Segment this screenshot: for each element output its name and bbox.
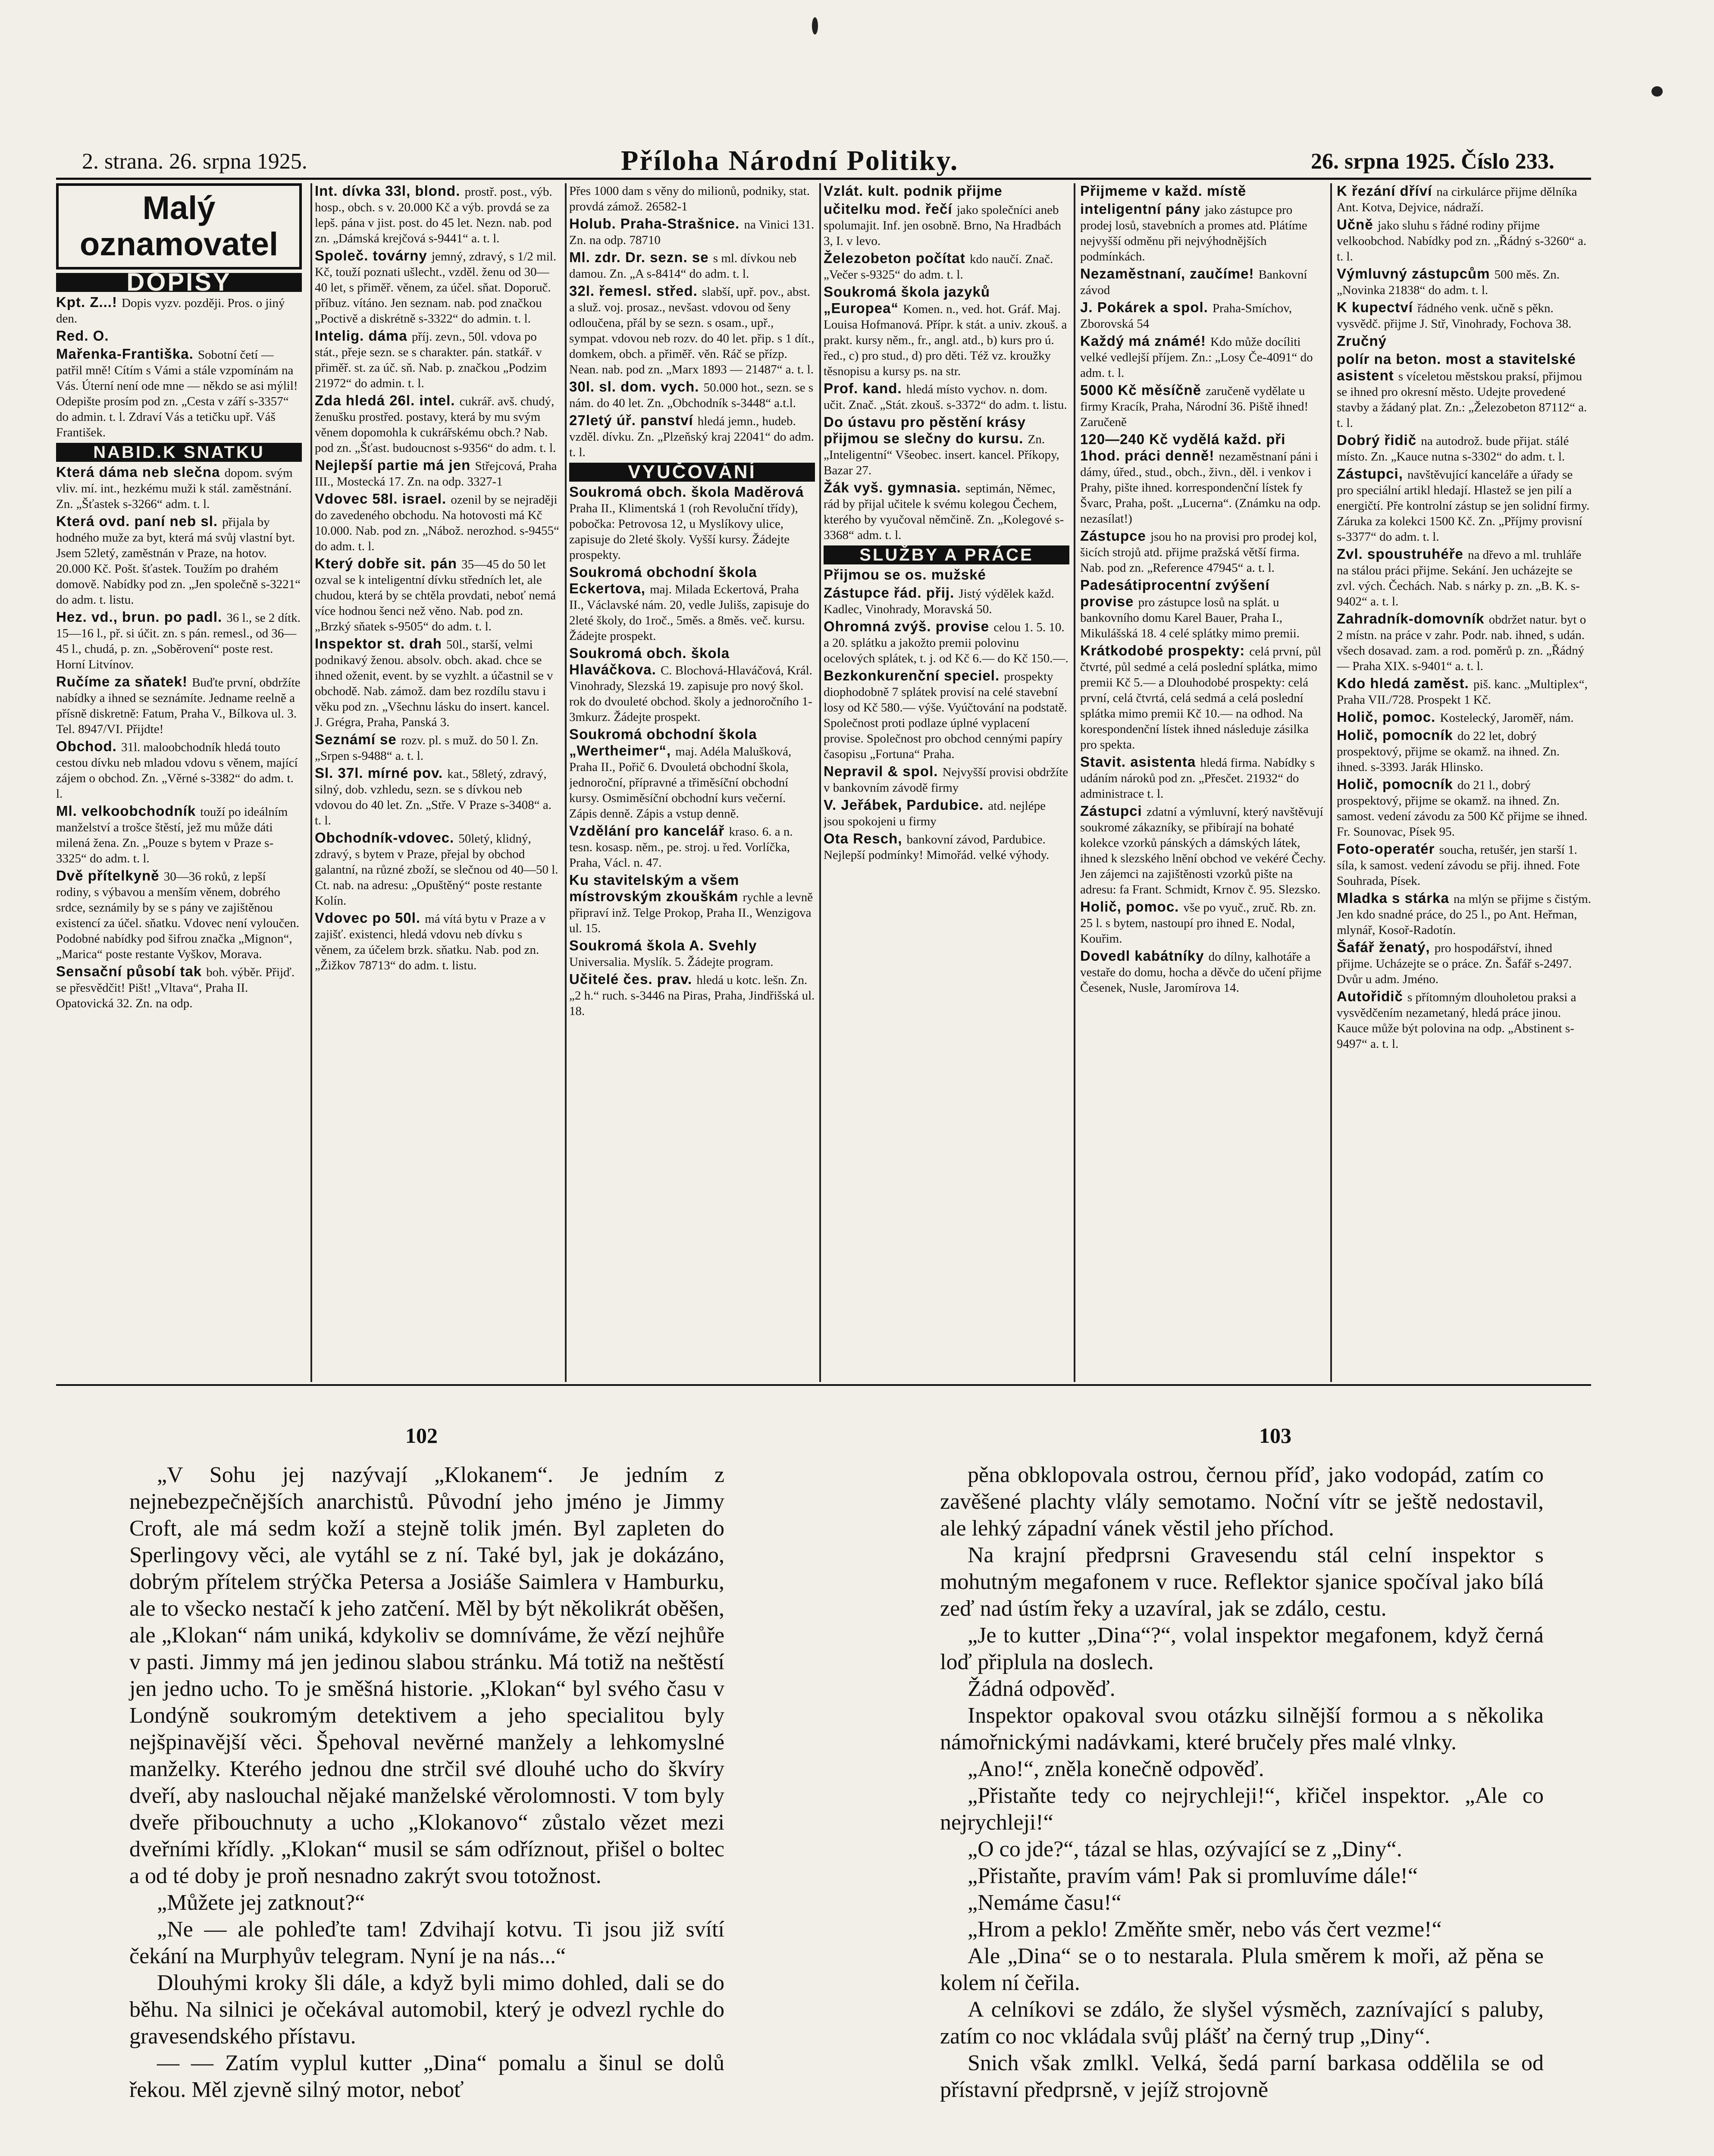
classified-ad [1080, 382, 1326, 430]
ads-column-5 [1080, 183, 1326, 1382]
ad-body: hledá u kotc. lešn. Zn. „2 h.“ ruch. s-3446 na Piras, Praha, Jindřišská ul. 18. [569, 973, 815, 1018]
ad-headline: Soukromá obchodní škola „Wertheimer“, [569, 726, 757, 758]
classified-ad [56, 328, 302, 345]
classified-ad [824, 381, 1069, 413]
ad-body: Kdo může docíliti velké vedlejší příjem. Zn.: „Losy Če-4091“ do adm. t. l. [1080, 335, 1313, 380]
classified-ad [1080, 803, 1326, 897]
ad-body: příj. zevn., 50l. vdova po stát., přeje sezn. se s charakter. pán. statkář. v přiměř. st. za úč. sň. Nab. p. značkou „Podzim 21972“ do admin. t. l. [315, 330, 547, 390]
ad-body: 50letý, klidný, zdravý, s bytem v Praze, přejal by obchod galantní, na různé zboží, se slečnou od 40—50 l. Ct. nab. na adresu: „Opuštěný“ poste restante Kolín. [315, 832, 558, 908]
ad-headline: inteligentní pány [1080, 201, 1205, 217]
story-column-left [129, 1462, 724, 2103]
classified-ad [1080, 183, 1326, 200]
ad-headline: 120—240 Kč vydělá každ. při 1hod. práci denně! [1080, 431, 1286, 464]
ad-body: dopom. svým vliv. mí. int., hezkému muži k stál. zaměstnání. Zn. „Šťastek s-3266“ adm. t. l. [56, 466, 293, 511]
ad-headline: 32l. řemesl. střed. [569, 283, 702, 299]
ad-body: jako zástupce pro prodej losů, stavebních a promes atd. Plátíme nejvyšší odměnu při nejvýhodnějších podmínkách. [1080, 203, 1307, 263]
story-text [940, 1462, 1544, 2103]
ad-headline: Dovedl kabátníky [1080, 948, 1209, 964]
ad-body: Bankovní závod [1080, 268, 1307, 297]
ads-list [569, 183, 815, 460]
classified-ad [315, 765, 561, 828]
story-paragraph: Dlouhými kroky šli dále, a když byli mimo dohled, dali se do běhu. Na silnici je očekával automobil, který je odvezl rychle do gravesendského přístavu. [129, 1971, 724, 2049]
ad-headline: Zástupce řád. přij. [824, 585, 959, 601]
ad-headline: Soukromá škola jazyků „Europea“ [824, 284, 990, 316]
ad-headline: polír na beton. most a stavitelské asistent [1337, 351, 1576, 383]
story-paragraph: pěna obklopovala ostrou, černou příď, jako vodopád, zatím co zavěšené plachty vlály semotamo. Noční vítr se ještě nedostavil, ale lehký západní vánek věstil jeho příchod. [940, 1463, 1544, 1541]
ad-body: do 22 let, dobrý prospektový, přijme se okamž. na ihned. Zn. ihned. s-3393. Jarák Hlinsko. [1337, 729, 1560, 774]
classified-ad [315, 458, 561, 489]
header-center: Příloha Národní Politiky. [621, 145, 959, 176]
ad-headline: Dobrý řidič [1337, 432, 1421, 448]
ad-headline: Stavit. asistenta [1080, 754, 1200, 770]
classified-ad [569, 183, 815, 214]
classified-ad [824, 480, 1069, 543]
classified-ad [56, 739, 302, 802]
story-paragraph: Inspektor opakoval svou otázku silnější formou a s několika námořnickými nadávkami, které bručely přes malé vlnky. [940, 1703, 1544, 1755]
story-column-right [940, 1462, 1544, 2103]
page-number-right: 103 [1259, 1423, 1291, 1448]
ad-headline: Který dobře sit. pán [315, 555, 462, 571]
ad-headline: Soukromá obchodní škola Eckertova, [569, 564, 757, 596]
scan-speck [812, 17, 818, 34]
ad-body: hledá firma. Nabídky s udáním nároků pod zn. „Přesčet. 21932“ do administrace t. l. [1080, 756, 1315, 801]
classified-ad [569, 216, 815, 248]
ad-body: 35—45 do 50 let ozval se k inteligentní dívku středních let, ale chudou, která by se chtěla provdati, neboť nemá více hodnou šenci než věno. Nab. pod zn. „Brzký sňatek s-9505“ do adm. t. l. [315, 558, 556, 633]
ad-body: na Vinici 131. Zn. na odp. 78710 [569, 218, 815, 247]
ad-headline: Dvě přítelkyně [56, 868, 164, 884]
ad-headline: Výmluvný zástupcům [1337, 266, 1495, 282]
ad-body: boh. výběr. Přijď. se přesvědčit! Pišt! „Vltava“, Praha II. Opatovická 32. Zn. na odp. [56, 965, 295, 1010]
ad-body: na autodrož. bude přijat. stálé místo. Zn. „Kauce nutna s-3302“ do adm. t. l. [1337, 434, 1569, 464]
ad-body: Jistý výdělek každ. Kadlec, Vinohrady, Moravská 50. [824, 587, 1054, 616]
ad-body: rozv. pl. s muž. do 50 l. Zn. „Srpen s-9488“ a. t. l. [315, 733, 539, 763]
classified-ad [1337, 777, 1591, 840]
classified-ad [1080, 333, 1326, 381]
classified-ad [1337, 266, 1591, 298]
ad-headline: Zástupci [1080, 803, 1147, 819]
ad-body: obdržet natur. byt o 2 místn. na práce v zahr. Podr. nab. ihned, s udán. všech dosavad. zam. a rod. poměrů p. zn. „Řádný — Praha XIX. s-9401“ a. t. l. [1337, 613, 1586, 673]
classified-ad [315, 636, 561, 730]
ad-headline: Vzdělání pro kancelář [569, 823, 729, 839]
ad-headline: Společ. továrny [315, 248, 432, 263]
ad-headline: Holič, pomoc. [1080, 899, 1184, 915]
classified-ad [56, 609, 302, 672]
ad-body: Zn. „Inteligentní“ Všeobec. insert. kancel. Příkopy, Bazar 27. [824, 432, 1059, 477]
ad-body: s přítomným dlouholetou praksi a vysvědčením nezametaný, hledá práce jinou. Kauce může být polovina na odp. „Abstinent s-9497“ a. t. l. [1337, 990, 1576, 1051]
ad-headline: Ručíme za sňatek! [56, 674, 192, 689]
ad-headline: Vzlát. kult. podnik přijme [824, 183, 1003, 199]
ad-headline: Učitelé čes. prav. [569, 971, 697, 987]
classified-ad [1337, 841, 1591, 889]
ad-headline: Učně [1337, 216, 1378, 232]
ad-body: Universalia. Myslík. 5. Žádejte program. [569, 955, 774, 969]
ad-headline: Mladka s stárka [1337, 890, 1454, 906]
story-paragraph: „Ne — ale pohleďte tam! Zdvihají kotvu. Ti jsou již svítí čekání na Murphyův telegram. Nyní je na nás...“ [129, 1917, 724, 1968]
ad-body: kat., 58letý, zdravý, silný, dob. vzhledu, sezn. se s dívkou neb vdovou do 40 let. Zn. „Stře. V Praze s-3408“ a. t. l. [315, 767, 552, 827]
ad-headline: Krátkodobé prospekty: [1080, 642, 1250, 658]
ad-headline: Šafář ženatý, [1337, 939, 1435, 955]
classified-ad [315, 830, 561, 909]
ad-headline: Nejlepší partie má jen [315, 457, 475, 473]
ad-headline: Holič, pomoc. [1337, 709, 1440, 725]
ad-body: ozenil by se nejraději do zavedeného obchodu. Na hotovosti má Kč 10.000. Nab. pod zn. „Nábož. nerozhod. s-9455“ do adm. t. l. [315, 493, 559, 553]
ad-headline: Autořidič [1337, 988, 1407, 1004]
ads-list [1337, 183, 1591, 1052]
ads-list [56, 295, 302, 440]
ad-headline: Kdo hledá zaměst. [1337, 675, 1473, 691]
classified-ad [1080, 528, 1326, 576]
ad-body: maj. Milada Eckertová, Praha II., Václavské nám. 20, vedle Julišs, zapisuje do 2leté školy, do 1roč., 5měs. a 8měs. več. kursu. Žádejte prospekt. [569, 583, 809, 643]
ads-list [569, 484, 815, 1019]
classified-ad [824, 619, 1069, 666]
ad-headline: Kpt. Z...! [56, 294, 122, 310]
ad-headline: Železobeton počítat [824, 250, 970, 266]
classified-ad [56, 964, 302, 1011]
ad-headline: Hez. vd., brun. po padl. [56, 609, 227, 625]
classified-ad [1337, 546, 1591, 609]
ad-body: přijala by hodného muže za byt, která má svůj vlastní byt. Jsem 52letý, zaměstnán v Praze, na hotov. 20.000 Kč. Pošt. šťastek. Toužím po drahém domově. Nabídky pod zn. „Jen společně s-3221“ do adm. t. listu. [56, 515, 301, 607]
ad-headline: Zvl. spoustruhéře [1337, 546, 1468, 562]
ad-headline: Soukromá obch. škola Hlaváčkova. [569, 645, 730, 677]
classified-ad [824, 251, 1069, 282]
ad-headline: Prof. kand. [824, 380, 906, 396]
story-paragraph: Na krajní předprsni Gravesendu stál celní inspektor s mohutným megafonem v ruce. Reflektor sjanice spočíval jako bílá zeď nad ústím řeky a uzavíral, jak se zdálo, cestu. [940, 1543, 1544, 1621]
ad-body: Dopis vyzv. později. Pros. o jiný den. [56, 296, 285, 326]
masthead-line-2: oznamovatel [79, 226, 279, 263]
classified-masthead [56, 183, 302, 270]
ad-body: pro zástupce losů na splát. u bankovního domu Karel Bauer, Praha I., Mikulášská 18. 4 celé splátky mimo premii. [1080, 595, 1300, 640]
scan-speck [1651, 86, 1663, 97]
ad-headline: Ml. velkoobchodník [56, 803, 201, 819]
ad-body: slabší, upř. pov., abst. a služ. voj. prosaz., nevšast. vdovou od šeny odloučena, přál by se sezn. s osam., upř., sympat. vdovou neb rozv. do 40 let. přip. s 1 dít., domkem, obch. a přiměř. věn. Ráč se přízp. Nean. nab. pod zn. „Marx 1893 — 21487“ a. t. l. [569, 285, 815, 376]
classified-ad [1080, 948, 1326, 996]
classified-ad [1080, 754, 1326, 802]
classified-ad [1337, 333, 1591, 350]
ad-headline: 30l. sl. dom. vych. [569, 379, 704, 395]
ads-column-2 [315, 183, 561, 1382]
classified-ad [1337, 466, 1591, 545]
classified-ad [824, 668, 1069, 762]
ad-body: jako společníci aneb spolumajit. Inf. jen osobně. Brno, Na Hradbách 3, I. v levo. [824, 203, 1061, 248]
ad-body: Praha II., Klimentská 1 (roh Revoluční třídy), pobočka: Petrovosa 12, u Myslíkovy ulice, zapisuje do 2leté školy. Vyšší kursy. Žádejte prospekty. [569, 501, 798, 562]
classified-ad [315, 732, 561, 764]
ad-headline: Zástupci, [1337, 466, 1408, 482]
ad-headline: učitelku mod. řečí [824, 201, 957, 217]
classified-ad [824, 284, 1069, 379]
classified-ad [1080, 643, 1326, 752]
ad-body: do dílny, kalhotáře a vestaře do domu, hocha a děvče do učení přijme Česenek, Nusle, Jaromírova 14. [1080, 950, 1322, 995]
ad-headline: Zručný [1337, 333, 1387, 349]
classified-ad [569, 971, 815, 1019]
ad-body: 30—36 roků, z lepší rodiny, s výbavou a menším věnem, dobrého srdce, seznámily by se s pány ve zajištěnou existencí za účel. sňatku. Vdovec není vyloučen. Podobné nabídky pod šifrou značka „Mignon“, „Marica“ poste restante Vyškov, Morava. [56, 870, 299, 961]
header-rule [56, 178, 1591, 180]
ad-body: Kostelecký, Jaroměř, nám. [1440, 711, 1574, 725]
ad-headline: Zda hledá 26l. intel. [315, 392, 460, 408]
ad-headline: Bezkonkurenční speciel. [824, 667, 1004, 683]
classified-ad [824, 585, 1069, 617]
section-heading-nabidky: NABID.K SNATKU [56, 443, 302, 462]
classified-ad [1337, 989, 1591, 1052]
classified-ad [315, 491, 561, 554]
ad-body: prospekty diophodobně 7 splátek provisí na celé stavební losy od Kč 580.— výše. Vyúčtování na podstatě. Společnost proti podlaze úplné vyplacení provise. Společnost pro obchod cennými papíry časopisu „Fortuna“ Praha. [824, 670, 1067, 761]
classified-ad [1080, 201, 1326, 264]
page-number-left: 102 [405, 1423, 438, 1448]
ad-headline: Zahradník-domovník [1337, 611, 1489, 627]
classified-ad [1337, 709, 1591, 726]
story-paragraph: „Je to kutter „Dina“?“, volal inspektor megafonem, když černá loď připlula na doslech. [940, 1623, 1544, 1674]
ad-body: zaručeně vydělate u firmy Kracík, Praha, Národní 36. Piště ihned! Zaručeně [1080, 384, 1309, 429]
ad-body: piš. kanc. „Multiplex“, Praha VII./728. Prospekt 1 Kč. [1337, 677, 1588, 707]
classified-ad [56, 295, 302, 326]
classified-ad [1337, 217, 1591, 264]
ad-headline: Red. O. [56, 328, 109, 344]
ad-headline: Která dáma neb slečna [56, 464, 225, 480]
ad-body: jako sluhu s řádné rodiny přijme velkoobchod. Nabídky pod zn. „Řádný s-3260“ a. t. l. [1337, 219, 1587, 263]
classified-ad [315, 910, 561, 973]
ad-body: 31l. maloobchodník hledá touto cestou dívku neb mladou vdovu s věnem, mající zájem o obchod. Zn. „Věrné s-3382“ do adm. t. l. [56, 740, 298, 801]
ad-body: atd. nejlépe jsou spokojeni u firmy [824, 799, 1046, 828]
ad-headline: 5000 Kč měsíčně [1080, 382, 1206, 398]
ad-body: touží po ideálním manželství a trošce štěstí, jež mu může dáti milená žena. Zn. „Pouze s bytem v Praze s-3325“ do adm. t. l. [56, 805, 288, 865]
classified-ad [56, 868, 302, 962]
ad-body: zdatní a výmluvní, který navštěvují soukromé zákazníky, se přibírají na bohaté kolekce vzorků pánských a dámských látek, ihned k slezského lnění obchod ve vekéré Čechy. Jen zájemci na zajištěnosti vzorků pište na adresu: fa Frant. Schmidt, Krnov č. 95. Slezsko. [1080, 805, 1326, 896]
ad-body: jsou ho na provisi pro prodej kol, šicích strojů atd. přijme pražská větší firma. Nab. pod zn. „Reference 47945“ a. t. l. [1080, 530, 1317, 575]
header-right: 26. srpna 1925. Číslo 233. [1311, 149, 1554, 174]
classified-ad [569, 413, 815, 460]
ad-body: s víceletou městskou praksí, přijmou se ihned pro okresní město. Udejte provedené stavby a žádaný plat. Zn.: „Železobeton 87112“ a. t. l. [1337, 370, 1587, 430]
ad-headline: Nepravil & spol. [824, 763, 943, 779]
ad-body: celou 1. 5. 10. a 20. splátku a jakožto premii polovinu ocelových splátek, t. j. od Kč 6.— do Kč 150.—. [824, 620, 1069, 665]
ad-body: Střejcová, Praha III., Mostecká 17. Zn. na odp. 3327-1 [315, 459, 557, 489]
classified-ad [569, 379, 815, 411]
ads-list [315, 183, 561, 973]
classified-ad [569, 564, 815, 644]
ad-headline: Žák vyš. gymnasia. [824, 479, 966, 495]
classified-ad [56, 464, 302, 512]
ad-body: má vítá bytu v Praze a v zajišť. existenci, hledá vdovu neb dívku s věnem, za účelem brzk. sňatku. Nab. pod zn. „Žižkov 78713“ do adm. t. listu. [315, 912, 546, 972]
masthead-line-1: Malý [142, 190, 216, 226]
section-heading-dopisy: DOPISY [56, 273, 302, 292]
ads-column-1 [56, 183, 302, 1382]
classified-ad [824, 567, 1069, 583]
classified-ad [824, 797, 1069, 829]
classified-ad [824, 183, 1069, 200]
classified-ad [315, 393, 561, 456]
classified-ad [569, 646, 815, 725]
classified-ad [56, 346, 302, 440]
ad-body: 50l., starší, velmi podnikavý ženou. absolv. obch. akad. chce se ihned oženit, event. by se vyzhlt. a účastnil se v obchodě. Nab. zámož. dam bez rozdílu stavu i věku pod zn. „Všechnu lásku do insert. kancel. J. Grégra, Praha, Panská 3. [315, 638, 553, 729]
ad-body: na mlýn se přijme s čistým. Jen kdo snadné práce, do 25 l., po Ant. Heřman, mlynář, Kosoř-Radotín. [1337, 892, 1591, 937]
ad-body: nezaměstnaní páni i dámy, úřed., stud., obch., živn., děl. i venkov i Prahy, pište ihned. korrespondenční lístek fy Švarc, Praha, pošt. „Lucerna“. (Známku na odp. nezasílat!) [1080, 450, 1321, 526]
ad-headline: Každý má známé! [1080, 333, 1211, 349]
classified-ad [1337, 432, 1591, 464]
classified-ad [315, 328, 561, 391]
story-text [129, 1462, 724, 2103]
ad-headline: Vdovec po 50l. [315, 910, 425, 926]
section-heading-vyucovani: VYUČOVÁNÍ [569, 463, 815, 482]
ad-body: bankovní závod, Pardubice. Nejlepší podmínky! Mimořád. velké výhody. [824, 833, 1050, 862]
ad-headline: Soukromá škola A. Svehly [569, 937, 757, 953]
ad-body: Přes 1000 dam s věny do milionů, podniky, stat. provdá zámož. 26582-1 [569, 184, 810, 213]
ad-body: Buďte první, obdržíte nabídky a ihned se seznámíte. Jedname reelně a přísně diskretně: Fatum, Praha V., Bílkova ul. 3. Tel. 8947/VI. Přijdte! [56, 676, 301, 736]
classified-ad [1337, 351, 1591, 431]
ad-headline: Zástupce [1080, 528, 1151, 544]
ad-headline: Do ústavu pro pěstění krásy přijmou se slečny do kursu. [824, 414, 1028, 446]
ad-body: hledá jemn., hudeb. vzděl. dívku. Zn. „Plzeňský kraj 22041“ do adm. t. l. [569, 414, 814, 459]
ad-headline: Inspektor st. drah [315, 636, 447, 652]
ads-column-3 [569, 183, 815, 1382]
classified-ad [56, 674, 302, 737]
story-paragraph: — — Zatím vyplul kutter „Dina“ pomalu a šinul se dolů řekou. Měl zjevně silný motor, neboť [129, 2051, 724, 2102]
classified-ad [1337, 611, 1591, 674]
ad-body: jemný, zdravý, s 1/2 mil. Kč, touží poznati ušlecht., vzděl. ženu od 30—40 let, s přiměř. věnem, za účel. sňat. Doporuč. příbuz. vítáno. Jen seznam. nab. pod značkou „Poctivě a diskrétně s-3322“ do admin. t. l. [315, 250, 557, 326]
ad-headline: K řezání dříví [1337, 183, 1437, 199]
ad-body: Komen. n., ved. hot. Gráf. Maj. Louisa Hofmanová. Přípr. k stát. a univ. zkouš. a prakt. kursy něm., fr., angl. atd., b) kurs pro ú. řed., c) pro stud., d) pro děti. Též vz. kroužky těsnopisu a kursy ps. na str. [824, 302, 1067, 378]
story-paragraph: „V Sohu jej nazývají „Klokanem“. Je jedním z nejnebezpečnějších anarchistů. Původní jeho jméno je Jimmy Croft, ale má sedm koží a stejně tolik jmén. Byl zapleten do Sperlingovy věci, ale vytáhl se z ní. Také byl, jak je dokázáno, dobrým přítelem strýčka Petersa a Josiáše Saimlera v Hamburku, ale to všecko nestačí k jeho zatčení. Měl by být několikrát oběšen, ale „Klokan“ nám uniká, kdykoliv se domníváme, že vězí nejhůře v pasti. Jimmy má jen jedinou slabou stránku. Má totiž na neštěstí jen jedno ucho. To je směšná historie. „Klokan“ byl svého času v Londýně soukromým detektivem a jeho specialitou byly nejšpinavější věci. Špehoval nevěrné manžely a lehkomyslné manželky. Kterého jednou dne strčil své dlouhé ucho do škvíry dveří, aby naslouchal nějaké manželské věrolomnosti. V tom byly dveře přibouchnuty a ucho „Klokanovo“ zůstalo vězet mezi dveřními křídly. „Klokan“ musil se sám odříznout, přišel o boltec a od té doby je proň nesnadno zakrýt svou totožnost. [129, 1463, 724, 1888]
classified-ad [824, 831, 1069, 863]
ad-headline: Foto-operatér [1337, 841, 1439, 857]
ads-bottom-rule [56, 1384, 1591, 1386]
ad-headline: Holič, pomocník [1337, 776, 1458, 792]
story-paragraph: „Přistaňte tedy co nejrychleji!“, křičel inspektor. „Ale co nejrychleji!“ [940, 1783, 1544, 1835]
ad-body: do 21 l., dobrý prospektový, přijme se okamž. na ihned. Zn. samost. vedení závodu za 500 Kč přijme se ihned. Fr. Sounovac, Písek 95. [1337, 778, 1588, 839]
story-paragraph: Snich však zmlkl. Velká, šedá parní barkasa oddělila se od přístavní předprsně, v jejíž strojovně [940, 2051, 1544, 2102]
ad-headline: Obchod. [56, 738, 121, 754]
classified-ad [56, 514, 302, 608]
ad-headline: J. Pokárek a spol. [1080, 299, 1213, 315]
ad-body: Praha-Smíchov, Zborovská 54 [1080, 301, 1292, 331]
ad-body: rychle a levně připraví inž. Telge Prokop, Praha II., Wenzigova ul. 15. [569, 890, 813, 935]
ad-body: hledá místo vychov. n. dom. učit. Znač. „Stát. zkouš. s-3372“ do adm. t. listu. [824, 382, 1067, 412]
classified-ad [315, 248, 561, 326]
classified-ad [56, 803, 302, 866]
ad-body: s ml. dívkou neb damou. Zn. „A s-8414“ do adm. t. l. [569, 251, 797, 281]
story-paragraph: „Hrom a peklo! Změňte směr, nebo vás čert vezme!“ [968, 1917, 1442, 1942]
header-left: 2. strana. 26. srpna 1925. [82, 149, 307, 174]
ad-body: navštěvující kanceláře a úřady se pro speciální artikl hledají. Hlastež se jen pilí a energičtí. Pře kontrolní zástup se jen solidní firmy. Záruka za kolekci 1500 Kč. Zn. „Příjmy provisní s-3377“ do adm. t. l. [1337, 468, 1590, 544]
ad-headline: Která ovd. paní neb sl. [56, 513, 222, 529]
ad-headline: Přijmeme v každ. místě [1080, 183, 1247, 199]
classified-ad [1337, 940, 1591, 987]
ad-headline: Sl. 37l. mírné pov. [315, 765, 448, 781]
ad-headline: Ml. zdr. Dr. sezn. se [569, 249, 713, 265]
ad-body: septimán, Němec, rád by přijal učitele k svému kolegou Čechem, kterého by vyučoval němčině. Zn. „Kolegové s-3368“ adm. t. l. [824, 482, 1064, 542]
ad-headline: Ohromná zvýš. provise [824, 618, 994, 634]
ad-body: řádného venk. učně s pěkn. vysvědč. přijme J. Stř, Vinohrady, Fochova 38. [1337, 301, 1572, 331]
classified-ad [569, 250, 815, 282]
classified-ad [1337, 676, 1591, 708]
ad-headline: Holub. Praha-Strašnice. [569, 216, 744, 232]
ads-list [824, 183, 1069, 543]
ad-body: celá první, půl čtvrté, půl sedmé a celá poslední splátka, mimo premii Kč 5.— a Dlouhodobé prospekty: celá první, celá čtvrtá, celá sedmá a celá poslední splátka mimo premii Kč 10.— na odhod. Na korespondenční lístek ihned následuje zásilka pro spekta. [1080, 645, 1322, 752]
classified-ad [1080, 577, 1326, 641]
ad-body: Nejvyšší provisi obdržíte v bankovním závodě firmy [824, 765, 1069, 795]
ad-body: kdo naučí. Znač. „Večer s-9325“ do adm. t. l. [824, 252, 1053, 282]
classified-ad [569, 872, 815, 936]
ad-body: na dřevo a ml. truhláře na stálou práci přijme. Sekání. Jen ucházejte se zvl. vých. Čechách. Nab. s nárky p. zn. „B. K. s-9402“ a. t. l. [1337, 548, 1582, 608]
ad-body: C. Blochová-Hlaváčová, Král. Vinohrady, Slezská 19. zapisuje pro nový škol. rok do dvouleté obchod. školy a jednoročního 1-3mkurz. Žádejte prospekt. [569, 664, 812, 724]
story-paragraph: „Můžete jej zatknout?“ [157, 1890, 365, 1915]
ad-headline: Intelig. dáma [315, 328, 412, 344]
ad-headline: V. Jeřábek, Pardubice. [824, 797, 988, 813]
ad-headline: 27letý úř. panství [569, 412, 698, 428]
classified-ad [824, 764, 1069, 796]
classified-ad [1337, 727, 1591, 775]
classified-ad [1337, 183, 1591, 215]
ad-headline: Holič, pomocník [1337, 727, 1458, 743]
story-paragraph: „Přistaňte, pravím vám! Pak si promluvíme dále!“ [968, 1864, 1418, 1888]
ad-headline: Seznámí se [315, 731, 401, 747]
ad-body: 36 l., se 2 dítk. 15—16 l., př. si účit. zn. s pán. remesl., od 36—45 l., chudá, p. zn. „Soběrovení“ poste rest. Horní Litvínov. [56, 611, 301, 671]
ad-body: 500 měs. Zn. „Novinka 21838“ do adm. t. l. [1337, 268, 1560, 297]
ad-body: prostř. post., výb. hosp., obch. s v. 20.000 Kč a výb. provdá se za lepš. pána v jist. post. do 45 let. Nezn. nab. pod zn. „Dámská krejčová s-9441“ a. t. l. [315, 185, 552, 245]
story-paragraph: Ale „Dina“ se o to nestarala. Plula směrem k moři, až pěna se kolem ní čeřila. [940, 1944, 1544, 1995]
ad-headline: Sensační působí tak [56, 963, 207, 979]
classified-ad [1080, 266, 1326, 298]
ads-column-4 [824, 183, 1069, 1382]
ads-column-6 [1337, 183, 1591, 1382]
ad-body: na cirkulárce přijme dělníka Ant. Kotva, Dejvice, nádraží. [1337, 185, 1577, 214]
ad-headline: K kupectví [1337, 299, 1418, 315]
classified-ad [1080, 300, 1326, 332]
ad-headline: Nezaměstnaní, zaučíme! [1080, 266, 1259, 282]
ad-headline: Vdovec 58l. israel. [315, 491, 451, 507]
ads-list [824, 567, 1069, 863]
classified-ad [569, 283, 815, 377]
classified-ad [569, 823, 815, 871]
classified-ad [1080, 899, 1326, 946]
classified-ads [56, 183, 1591, 1382]
ads-list [56, 464, 302, 1011]
classified-ad [1337, 300, 1591, 332]
story-paragraph: Žádná odpověď. [968, 1677, 1116, 1701]
story-paragraph: „Ano!“, zněla konečně odpověď. [968, 1757, 1264, 1781]
ads-list [1080, 183, 1326, 996]
ad-body: Sobotní četí — patřil mně! Cítím s Vámi a stále vzpomínám na Vás. Úterní není ode mne — někdo se asi mýlil! Odepište prosím pod zn. „Cesta v září s-3357“ do admin. t. l. Zdraví Vás a tetičku upř. Váš František. [56, 348, 298, 439]
ad-body: cukrář. avš. chudý, ženušku prostřed. postavy, která by mu svým věnem dopomohla k cukrářskému obch.? Nab. pod zn. „Šťast. budoucnost s-9356“ do adm. t. l. [315, 395, 556, 455]
ad-headline: Soukromá obch. škola Maděrová [569, 484, 804, 500]
story-paragraph: „O co jde?“, tázal se hlas, ozývající se z „Diny“. [968, 1837, 1402, 1861]
ad-headline: Přijmou se os. mužské [824, 567, 986, 583]
ad-body: maj. Adéla Malušková, Praha II., Pořič 6. Dvouletá obchodní škola, jednoroční, přípravné a třiměsíční obchodní kursy. Osmiměsíční obchodní kurs večerní. Zápis denně. Zápis a vstup denně. [569, 745, 792, 821]
ad-headline: Ota Resch, [824, 830, 907, 846]
ad-body: vše po vyuč., zruč. Rb. zn. 25 l. s bytem, nastoupí pro ihned E. Nodal, Kouřim. [1080, 901, 1316, 946]
classified-ad [569, 727, 815, 821]
story-paragraph: „Nemáme času!“ [968, 1890, 1122, 1915]
ad-headline: Ku stavitelským a všem místrovským zkouškám [569, 872, 743, 904]
classified-ad [315, 556, 561, 634]
classified-ad [569, 938, 815, 970]
story-paragraph: A celníkovi se zdálo, že slyšel výsměch, zaznívající s paluby, zatím co noc vkládala svůj plášť na černý trup „Diny“. [940, 1997, 1544, 2049]
classified-ad [1080, 432, 1326, 526]
ad-body: 50.000 hot., sezn. se s nám. do 40 let. Zn. „Obchodník s-3448“ a.t.l. [569, 381, 814, 410]
ad-body: pro hospodářství, ihned přijme. Ucházejte se o práce. Zn. Šafář s-2497. Dvůr u adm. Jméno. [1337, 941, 1572, 986]
ad-headline: Int. dívka 33l, blond. [315, 183, 465, 199]
ad-body: kraso. 6. a n. tesn. kosasp. něm., pe. stroj. u řed. Vorlíčka, Praha, Václ. n. 47. [569, 825, 793, 870]
classified-ad [824, 414, 1069, 478]
ad-headline: Padesátiprocentní zvýšení provise [1080, 577, 1270, 609]
ad-body: soucha, retušér, jen starší 1. síla, k samost. vedení závodu se přij. ihned. Fote Souhrada, Písek. [1337, 843, 1580, 888]
classified-ad [315, 183, 561, 246]
classified-ad [1337, 890, 1591, 938]
classified-ad [569, 484, 815, 563]
classified-ad [824, 201, 1069, 249]
ad-headline: Obchodník-vdovec. [315, 830, 459, 846]
section-heading-sluzby: SLUŽBY A PRÁCE [824, 545, 1069, 564]
ad-headline: Mařenka-Františka. [56, 346, 198, 362]
